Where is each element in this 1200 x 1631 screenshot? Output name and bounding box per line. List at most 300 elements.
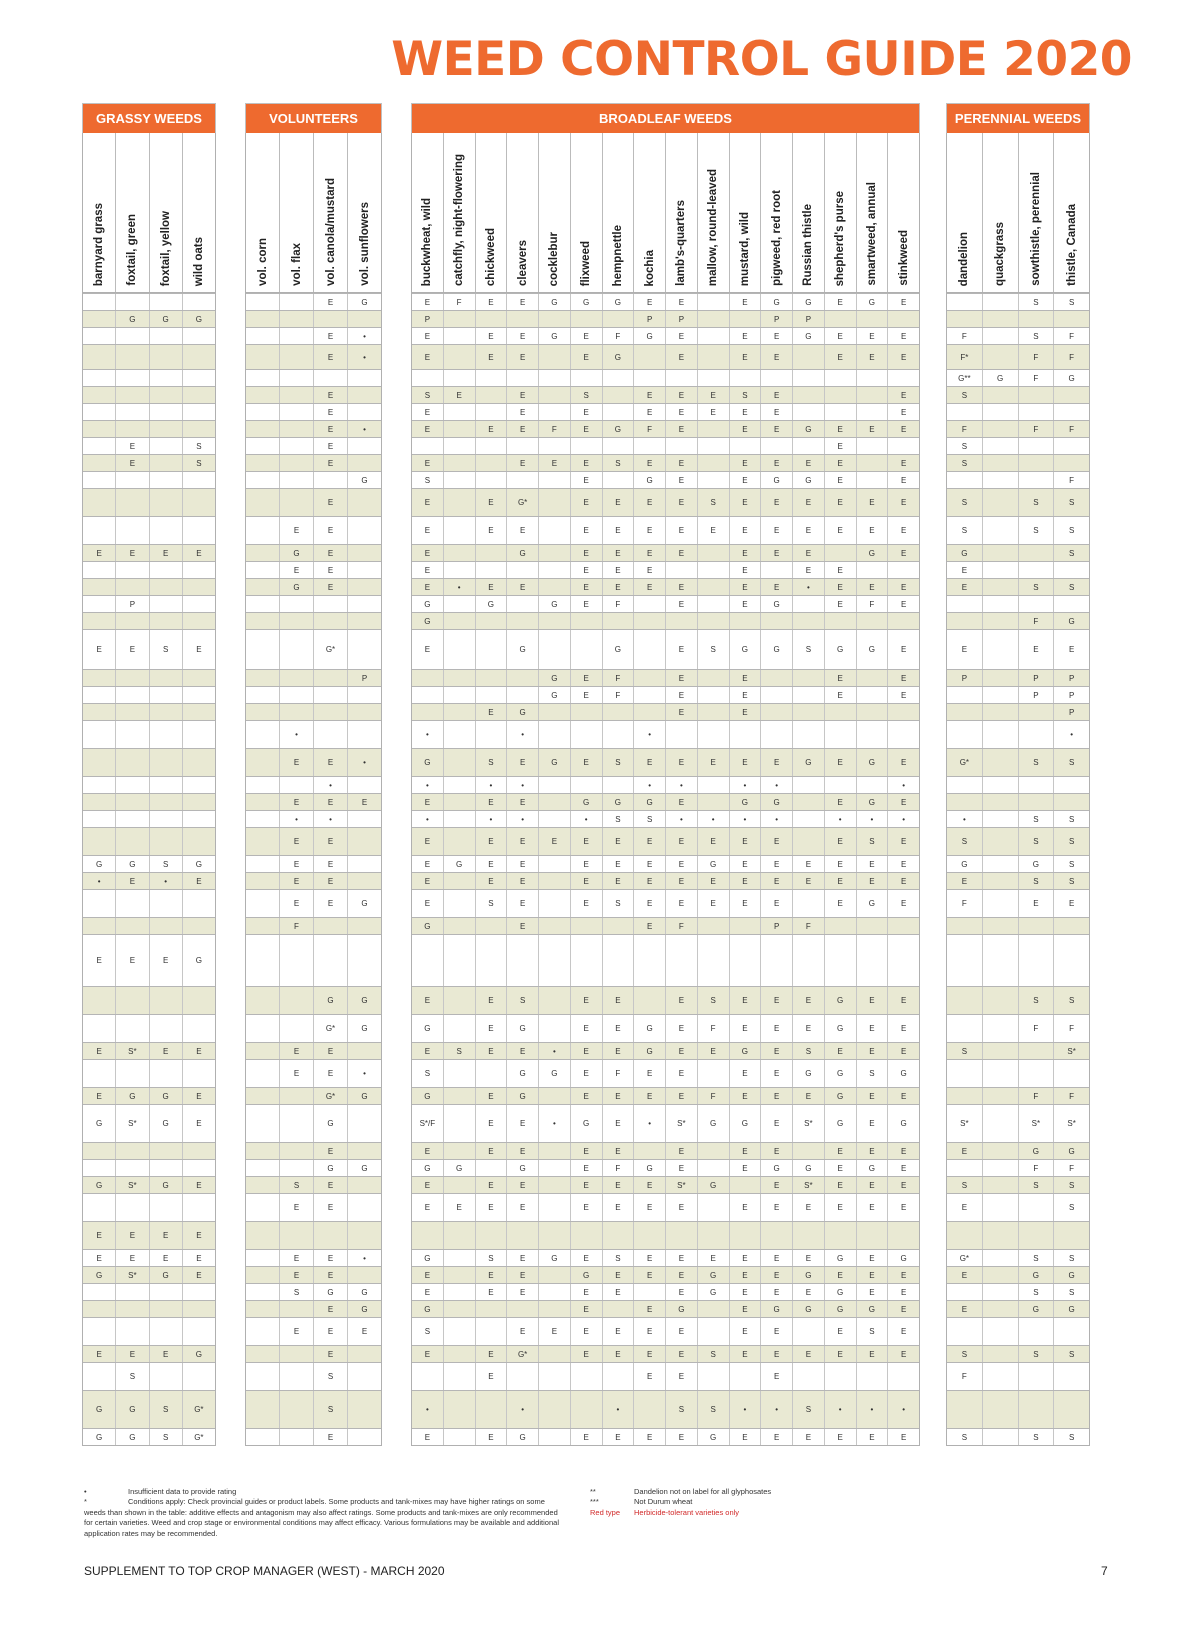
rating-cell	[347, 1194, 381, 1221]
rating-cell	[982, 794, 1018, 810]
rating-cell: G	[729, 630, 761, 669]
table-row	[947, 1300, 1089, 1317]
rating-cell: E	[633, 1346, 665, 1362]
rating-cell	[570, 370, 602, 386]
rating-cell	[1053, 1222, 1089, 1249]
rating-cell	[697, 345, 729, 369]
rating-cell: S	[1053, 1194, 1089, 1221]
rating-cell: E	[729, 1015, 761, 1042]
rating-cell: G	[313, 1105, 347, 1142]
legend-dstar-symbol: **	[590, 1487, 596, 1496]
rating-cell: •	[279, 721, 313, 748]
table-row	[83, 1104, 215, 1142]
rating-cell: F	[602, 1160, 634, 1176]
rating-cell	[412, 935, 443, 986]
table-row	[947, 1104, 1089, 1142]
rating-cell: E	[824, 828, 856, 855]
rating-cell: G	[538, 294, 570, 310]
rating-cell	[538, 890, 570, 917]
rating-cell	[602, 777, 634, 793]
rating-cell	[792, 1222, 824, 1249]
rating-cell: E	[279, 1318, 313, 1345]
rating-cell	[1018, 1060, 1054, 1087]
rating-cell	[246, 294, 279, 310]
rating-cell: E	[856, 873, 888, 889]
rating-cell: E	[760, 1250, 792, 1266]
rating-cell: E	[633, 1194, 665, 1221]
rating-cell: S	[1018, 828, 1054, 855]
rating-cell	[570, 1222, 602, 1249]
rating-cell	[982, 455, 1018, 471]
rating-cell	[279, 704, 313, 720]
rating-cell: G	[760, 1301, 792, 1317]
rating-cell	[697, 370, 729, 386]
rating-cell: S	[424, 1327, 431, 1336]
rating-cell: E	[697, 828, 729, 855]
rating-cell: G	[824, 1015, 856, 1042]
rating-cell: E	[424, 407, 431, 417]
column-header	[570, 133, 602, 292]
rating-cell	[947, 1060, 982, 1087]
rating-cell: E	[602, 1318, 634, 1345]
rating-cell: E	[961, 876, 968, 886]
rating-cell: E	[633, 455, 665, 471]
rating-cell	[83, 328, 115, 344]
rating-cell	[856, 1222, 888, 1249]
rating-cell	[856, 687, 888, 703]
rating-cell: G	[347, 890, 381, 917]
rating-cell	[887, 438, 919, 454]
rating-cell: G*	[182, 1429, 215, 1445]
table-row	[246, 720, 381, 748]
rating-cell	[792, 721, 824, 748]
rating-cell: E	[665, 387, 697, 403]
rating-cell	[538, 345, 570, 369]
rating-cell	[412, 704, 443, 720]
rating-cell: G	[347, 1015, 381, 1042]
rating-cell	[982, 670, 1018, 686]
table-row	[83, 437, 215, 454]
rating-cell: G	[182, 856, 215, 872]
broadleaf-weeds-group	[411, 103, 920, 1446]
rating-cell: E	[729, 687, 761, 703]
rating-cell: E	[279, 1060, 313, 1087]
group-header-grassy: GRASSY WEEDS	[82, 103, 216, 133]
table-row	[947, 420, 1089, 437]
rating-cell: E	[506, 918, 538, 934]
rating-cell	[538, 489, 570, 516]
rating-cell: E	[570, 1318, 602, 1345]
rating-cell	[182, 1284, 215, 1300]
rating-cell	[982, 1222, 1018, 1249]
column-header-label: wild oats	[192, 236, 205, 286]
rating-cell: E	[961, 1270, 968, 1280]
rating-cell	[412, 438, 443, 454]
rating-cell: •	[824, 811, 856, 827]
rating-cell	[83, 890, 115, 917]
rating-cell: E	[856, 517, 888, 544]
rating-cell	[538, 811, 570, 827]
rating-cell: E	[424, 859, 431, 869]
rating-cell: S	[856, 1060, 888, 1087]
rating-cell: F	[602, 596, 634, 612]
rating-cell: E	[697, 1250, 729, 1266]
rating-cell: E	[96, 1231, 102, 1240]
rating-cell: G	[961, 859, 968, 869]
table-row	[83, 488, 215, 516]
rating-cell	[538, 404, 570, 420]
rating-cell	[947, 404, 982, 420]
rating-cell: E	[313, 1177, 347, 1193]
rating-cell: S	[961, 390, 968, 400]
rating-cell: E	[96, 1091, 102, 1101]
rating-cell: E	[792, 1346, 824, 1362]
table-row	[83, 986, 215, 1014]
rating-cell	[982, 387, 1018, 403]
table-row	[947, 1193, 1089, 1221]
table-row	[246, 403, 381, 420]
rating-cell: E	[570, 489, 602, 516]
rating-cell: •	[475, 811, 507, 827]
rating-cell	[475, 404, 507, 420]
rating-cell	[182, 811, 215, 827]
table-row	[246, 1087, 381, 1104]
rating-cell: E	[424, 526, 431, 535]
rating-cell	[665, 721, 697, 748]
rating-cell: E	[729, 1160, 761, 1176]
column-header	[887, 133, 919, 292]
rating-cell: E	[313, 489, 347, 516]
rating-cell: S	[602, 811, 634, 827]
rating-cell	[792, 438, 824, 454]
rating-cell	[83, 1318, 115, 1345]
rating-cell	[665, 613, 697, 629]
rating-cell	[982, 596, 1018, 612]
rating-cell	[538, 873, 570, 889]
rating-cell: E	[792, 987, 824, 1014]
rating-cell	[475, 545, 507, 561]
table-row	[246, 986, 381, 1014]
table-row	[83, 776, 215, 793]
table-row	[246, 1300, 381, 1317]
rating-cell: E	[697, 404, 729, 420]
rating-cell: E	[506, 890, 538, 917]
rating-cell: •	[729, 1391, 761, 1428]
rating-cell	[665, 935, 697, 986]
rating-cell: S	[792, 630, 824, 669]
table-row	[83, 1283, 215, 1300]
table-row	[947, 810, 1089, 827]
rating-cell: G	[1018, 856, 1054, 872]
rating-cell: E	[792, 1015, 824, 1042]
table-row	[246, 889, 381, 917]
rating-cell	[602, 311, 634, 327]
rating-cell: G	[443, 856, 475, 872]
rating-cell	[1018, 1043, 1054, 1059]
rating-cell: G	[792, 1267, 824, 1283]
rating-cell	[633, 1284, 665, 1300]
rating-cell: F	[1053, 472, 1089, 488]
rating-cell	[182, 472, 215, 488]
rating-cell: E	[887, 517, 919, 544]
rating-cell	[443, 1250, 475, 1266]
rating-cell: E	[570, 1429, 602, 1445]
rating-cell: F	[633, 421, 665, 437]
table-row	[412, 917, 919, 934]
rating-cell	[149, 687, 182, 703]
rating-cell: E	[313, 1429, 347, 1445]
rating-cell: E	[824, 1143, 856, 1159]
table-row	[947, 1345, 1089, 1362]
rating-cell: G	[149, 311, 182, 327]
rating-cell: E	[313, 1250, 347, 1266]
group-header-broadleaf: BROADLEAF WEEDS	[411, 103, 920, 133]
rating-cell: S*	[115, 1105, 148, 1142]
rating-cell: F	[1018, 421, 1054, 437]
rating-cell	[246, 856, 279, 872]
rating-cell: E	[856, 1194, 888, 1221]
rating-cell: E	[887, 749, 919, 776]
rating-cell	[1053, 777, 1089, 793]
rating-cell: S	[856, 1318, 888, 1345]
rating-cell: E	[665, 670, 697, 686]
rating-cell: S	[961, 441, 968, 451]
table-row	[412, 1142, 919, 1159]
rating-cell: S	[1053, 489, 1089, 516]
rating-cell: E	[760, 1088, 792, 1104]
rating-cell: S	[424, 1069, 431, 1078]
column-header-label: buckwheat, wild	[421, 197, 434, 286]
rating-cell: E	[887, 1015, 919, 1042]
rating-cell	[1053, 1318, 1089, 1345]
table-row	[947, 561, 1089, 578]
rating-cell	[149, 1318, 182, 1345]
table-row	[246, 776, 381, 793]
rating-cell: E	[792, 1429, 824, 1445]
rating-cell: E	[856, 1015, 888, 1042]
rating-cell: •	[887, 1391, 919, 1428]
column-header-label: vol. sunflowers	[358, 202, 371, 286]
rating-cell: G	[424, 921, 431, 931]
rating-cell	[792, 404, 824, 420]
rating-cell	[475, 918, 507, 934]
rating-cell	[115, 421, 148, 437]
rating-cell: E	[824, 345, 856, 369]
rating-cell	[443, 489, 475, 516]
table-row	[947, 471, 1089, 488]
rating-cell	[83, 438, 115, 454]
rating-cell	[633, 345, 665, 369]
rating-cell: E	[602, 489, 634, 516]
rating-cell	[475, 370, 507, 386]
rating-cell: S	[961, 498, 968, 507]
table-row	[947, 386, 1089, 403]
rating-cell: E	[729, 345, 761, 369]
rating-cell: E	[313, 1043, 347, 1059]
rating-cell	[83, 987, 115, 1014]
rating-cell	[443, 670, 475, 686]
rating-cell: E	[633, 545, 665, 561]
rating-cell: P	[665, 311, 697, 327]
rating-cell	[697, 1318, 729, 1345]
rating-cell	[279, 935, 313, 986]
rating-cell	[83, 613, 115, 629]
rating-cell: E	[633, 918, 665, 934]
rating-cell	[443, 613, 475, 629]
rating-cell: E	[279, 562, 313, 578]
rating-cell: E	[760, 1015, 792, 1042]
table-row	[947, 454, 1089, 471]
rating-cell: P	[633, 311, 665, 327]
rating-cell	[570, 438, 602, 454]
table-row	[83, 544, 215, 561]
rating-cell: •	[760, 1391, 792, 1428]
rating-cell	[279, 1088, 313, 1104]
rating-cell	[982, 1363, 1018, 1390]
rating-cell: S	[1053, 828, 1089, 855]
rating-cell	[246, 370, 279, 386]
rating-cell	[475, 1391, 507, 1428]
rating-cell	[246, 613, 279, 629]
rating-cell: E	[760, 856, 792, 872]
rating-cell	[246, 545, 279, 561]
rating-cell	[538, 1284, 570, 1300]
rating-cell: E	[1018, 630, 1054, 669]
rating-cell	[149, 890, 182, 917]
rating-cell: E	[570, 1143, 602, 1159]
rating-cell: G	[115, 856, 148, 872]
rating-cell	[149, 421, 182, 437]
rating-cell: G	[602, 794, 634, 810]
rating-cell: S	[475, 1250, 507, 1266]
rating-cell: E	[729, 873, 761, 889]
rating-cell	[182, 1060, 215, 1087]
rating-cell	[149, 794, 182, 810]
rating-cell: E	[887, 1143, 919, 1159]
rating-cell: P	[347, 670, 381, 686]
table-row	[947, 669, 1089, 686]
rating-cell	[947, 935, 982, 986]
rating-cell	[729, 311, 761, 327]
rating-cell	[313, 472, 347, 488]
rating-cell: G	[856, 545, 888, 561]
rating-cell: E	[856, 1250, 888, 1266]
page-title: WEED CONTROL GUIDE 2020	[391, 32, 1132, 87]
rating-cell: E	[279, 873, 313, 889]
rating-cell	[313, 918, 347, 934]
rating-cell: S	[1053, 294, 1089, 310]
rating-cell: G	[887, 1105, 919, 1142]
rating-cell	[115, 579, 148, 595]
rating-cell	[149, 1060, 182, 1087]
rating-cell	[83, 1143, 115, 1159]
rating-cell: E	[506, 1043, 538, 1059]
rating-cell: F	[602, 328, 634, 344]
table-row	[83, 293, 215, 310]
rating-cell	[115, 1143, 148, 1159]
table-row	[83, 310, 215, 327]
table-row	[412, 1317, 919, 1345]
rating-cell	[443, 794, 475, 810]
rating-cell: G	[602, 630, 634, 669]
rating-cell: E	[729, 1060, 761, 1087]
table-row	[83, 1221, 215, 1249]
rating-cell	[982, 687, 1018, 703]
rating-cell	[792, 1143, 824, 1159]
rating-cell	[538, 1363, 570, 1390]
rating-cell	[443, 1391, 475, 1428]
rating-cell: E	[633, 1088, 665, 1104]
table-row	[83, 934, 215, 986]
rating-cell	[246, 1284, 279, 1300]
rating-cell	[697, 670, 729, 686]
column-header	[115, 133, 148, 292]
table-row	[412, 561, 919, 578]
rating-cell	[729, 1363, 761, 1390]
rating-cell: E	[96, 956, 102, 965]
rating-cell	[697, 328, 729, 344]
rating-cell: E	[633, 1060, 665, 1087]
rating-cell: G	[856, 630, 888, 669]
rating-cell	[538, 1301, 570, 1317]
rating-cell	[443, 721, 475, 748]
rating-cell: F	[1053, 328, 1089, 344]
rating-cell: E	[856, 987, 888, 1014]
table-row	[83, 1362, 215, 1390]
rating-cell	[697, 1222, 729, 1249]
table-row	[947, 1317, 1089, 1345]
rating-cell: •	[697, 811, 729, 827]
rating-cell: S	[443, 1043, 475, 1059]
table-row	[83, 703, 215, 720]
rating-cell	[602, 387, 634, 403]
rating-cell	[347, 777, 381, 793]
rating-cell: E	[424, 1432, 431, 1442]
table-row	[83, 669, 215, 686]
rating-cell: E	[506, 749, 538, 776]
rating-cell	[1018, 472, 1054, 488]
rating-cell: E	[602, 873, 634, 889]
rating-cell	[475, 1060, 507, 1087]
rating-cell	[115, 1060, 148, 1087]
rating-cell: G	[1018, 1143, 1054, 1159]
rating-cell: S	[149, 1391, 182, 1428]
table-row	[83, 516, 215, 544]
rating-cell	[697, 545, 729, 561]
rating-cell: G	[424, 1253, 431, 1263]
table-row	[246, 1249, 381, 1266]
rating-cell: G	[856, 890, 888, 917]
rating-cell	[792, 687, 824, 703]
rating-cell: E	[602, 987, 634, 1014]
rating-cell: E	[506, 1105, 538, 1142]
rating-cell	[115, 987, 148, 1014]
rating-cell: S	[1018, 1284, 1054, 1300]
rating-cell: G	[887, 1250, 919, 1266]
perennial-weeds-group	[946, 103, 1090, 1446]
rating-cell	[279, 421, 313, 437]
table-row	[412, 872, 919, 889]
table-row	[412, 1362, 919, 1390]
rating-cell: •	[633, 721, 665, 748]
rating-cell: S	[665, 1391, 697, 1428]
rating-cell: E	[633, 489, 665, 516]
rating-cell	[887, 721, 919, 748]
rating-cell: E	[729, 596, 761, 612]
table-row	[412, 1390, 919, 1428]
rating-cell	[443, 890, 475, 917]
table-row	[947, 1059, 1089, 1087]
